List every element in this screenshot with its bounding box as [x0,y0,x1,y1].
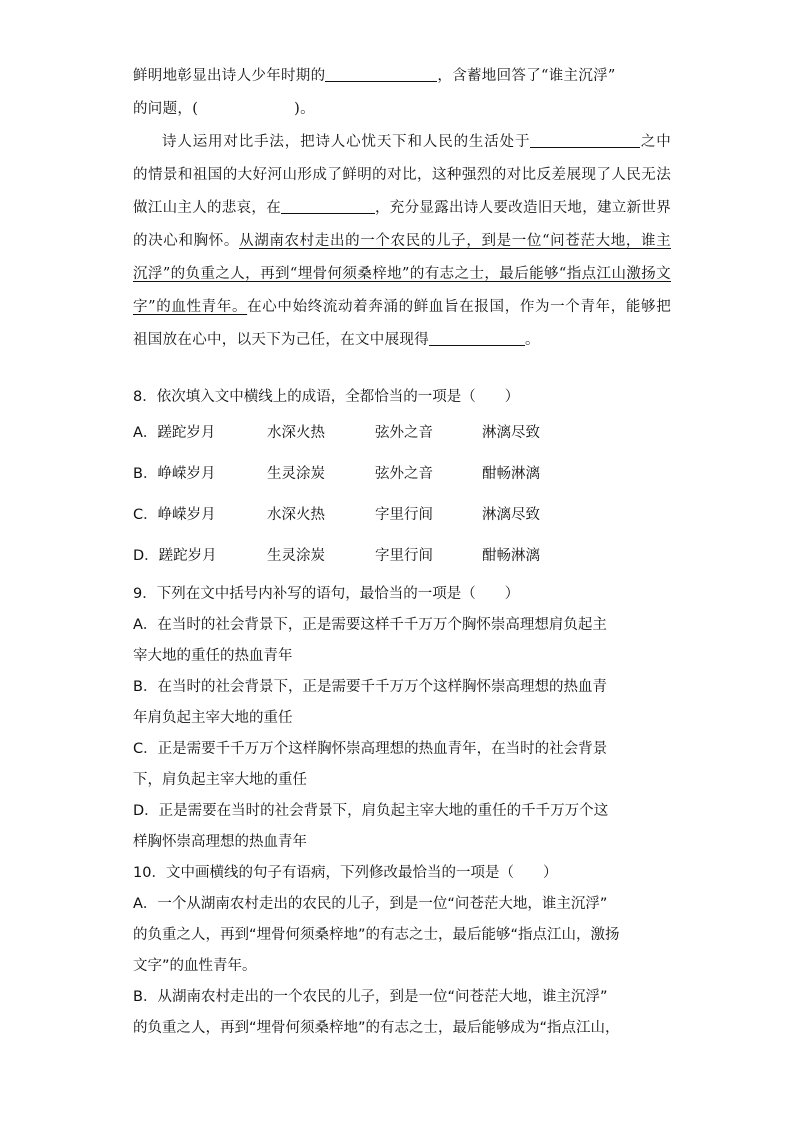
fill-blank-1[interactable] [325,67,437,83]
option-c-line-1[interactable]: C．正是需要千千万万个这样胸怀崇高理想的热血青年，在当时的社会背景 [133,741,608,757]
question-8 [133,382,673,577]
fill-blank-4[interactable] [429,331,525,347]
passage-line-1: 鲜明地彰显出诗人少年时期的 ，含蓄地回答了“谁主沉浮” [133,68,616,84]
option-a-line-1[interactable]: A．一个从湖南农村走出的农民的儿子，到是一位“问苍茫大地，谁主沉浮” [133,896,608,912]
reading-passage [133,60,671,357]
option-row-a[interactable]: A．蹉跎岁月 水深火热 弦外之音 淋漓尽致 [133,425,540,441]
question-10-stem: 10．文中画横线的句子有语病，下列修改最恰当的一项是（ ） [133,865,558,881]
fill-blank-2[interactable] [530,133,640,149]
option-a-line-2[interactable]: 的负重之人，再到“埋骨何须桑梓地”的有志之士，最后能够“指点江山，激扬 [133,927,620,943]
underlined-sentence: 从湖南农村走出的一个农民的儿子，到是一位“问苍茫大地，谁主沉浮”的负重之人，再到“埋骨何须桑梓地”的有志之士，最后能够“指点江山激扬文字”的血性青年。 [133,233,671,315]
option-b-line-1[interactable]: B．在当时的社会背景下，正是需要千千万万个这样胸怀崇高理想的热血青 [133,679,607,695]
option-row-d[interactable]: D．蹉跎岁月 生灵涂炭 字里行间 酣畅淋漓 [133,548,540,564]
question-8-stem: 8．依次填入文中横线上的成语，全都恰当的一项是（ ） [133,389,520,405]
passage-paragraph-2: 诗人运用对比手法，把诗人心忧天下和人民的生活处于 之中的情景和祖国的大好河山形成了鲜明的对比，这种强烈的对比反差展现了人民无法做江山主人的悲哀，在 ，充分显露出诗人要改造旧天地，建立新世界的决心和胸怀。从湖南农村走出的一个农民的儿子，到是一位“问苍茫大地，谁主沉浮”的负重之人，再到“埋骨何须桑梓地”的有志之士，最后能够“指点江山激扬文字”的血性青年。在心中始终流动着奔涌的鲜血旨在报国，作为一个青年，能够把祖国放在心中，以天下为己任，在文中展现得 。 [133,134,671,348]
option-row-c[interactable]: C．峥嵘岁月 水深火热 字里行间 淋漓尽致 [133,507,540,523]
option-d-line-2[interactable]: 样胸怀崇高理想的热血青年 [133,834,307,850]
option-d-line-1[interactable]: D．正是需要在当时的社会背景下，肩负起主宰大地的重任的千千万万个这 [133,803,609,819]
passage-line-2: 的问题，( )。 [133,101,315,117]
option-c-line-2[interactable]: 下，肩负起主宰大地的重任 [133,772,307,788]
fill-blank-3[interactable] [281,199,375,215]
option-b-line-1[interactable]: B．从湖南农村走出的一个农民的儿子，到是一位“问苍茫大地，谁主沉浮” [133,989,608,1005]
option-a-line-3[interactable]: 文字”的血性青年。 [133,958,257,974]
option-a-line-2[interactable]: 宰大地的重任的热血青年 [133,648,293,664]
option-a-line-1[interactable]: A．在当时的社会背景下，正是需要这样千千万万个胸怀崇高理想肩负起主 [133,617,607,633]
option-b-line-2[interactable]: 年肩负起主宰大地的重任 [133,710,293,726]
question-10 [133,858,673,1044]
option-row-b[interactable]: B．峥嵘岁月 生灵涂炭 弦外之音 酣畅淋漓 [133,466,540,482]
question-9 [133,579,673,858]
option-b-line-2[interactable]: 的负重之人，再到“埋骨何须桑梓地”的有志之士，最后能够成为“指点江山， [133,1020,620,1036]
question-9-stem: 9．下列在文中括号内补写的语句，最恰当的一项是（ ） [133,586,520,602]
